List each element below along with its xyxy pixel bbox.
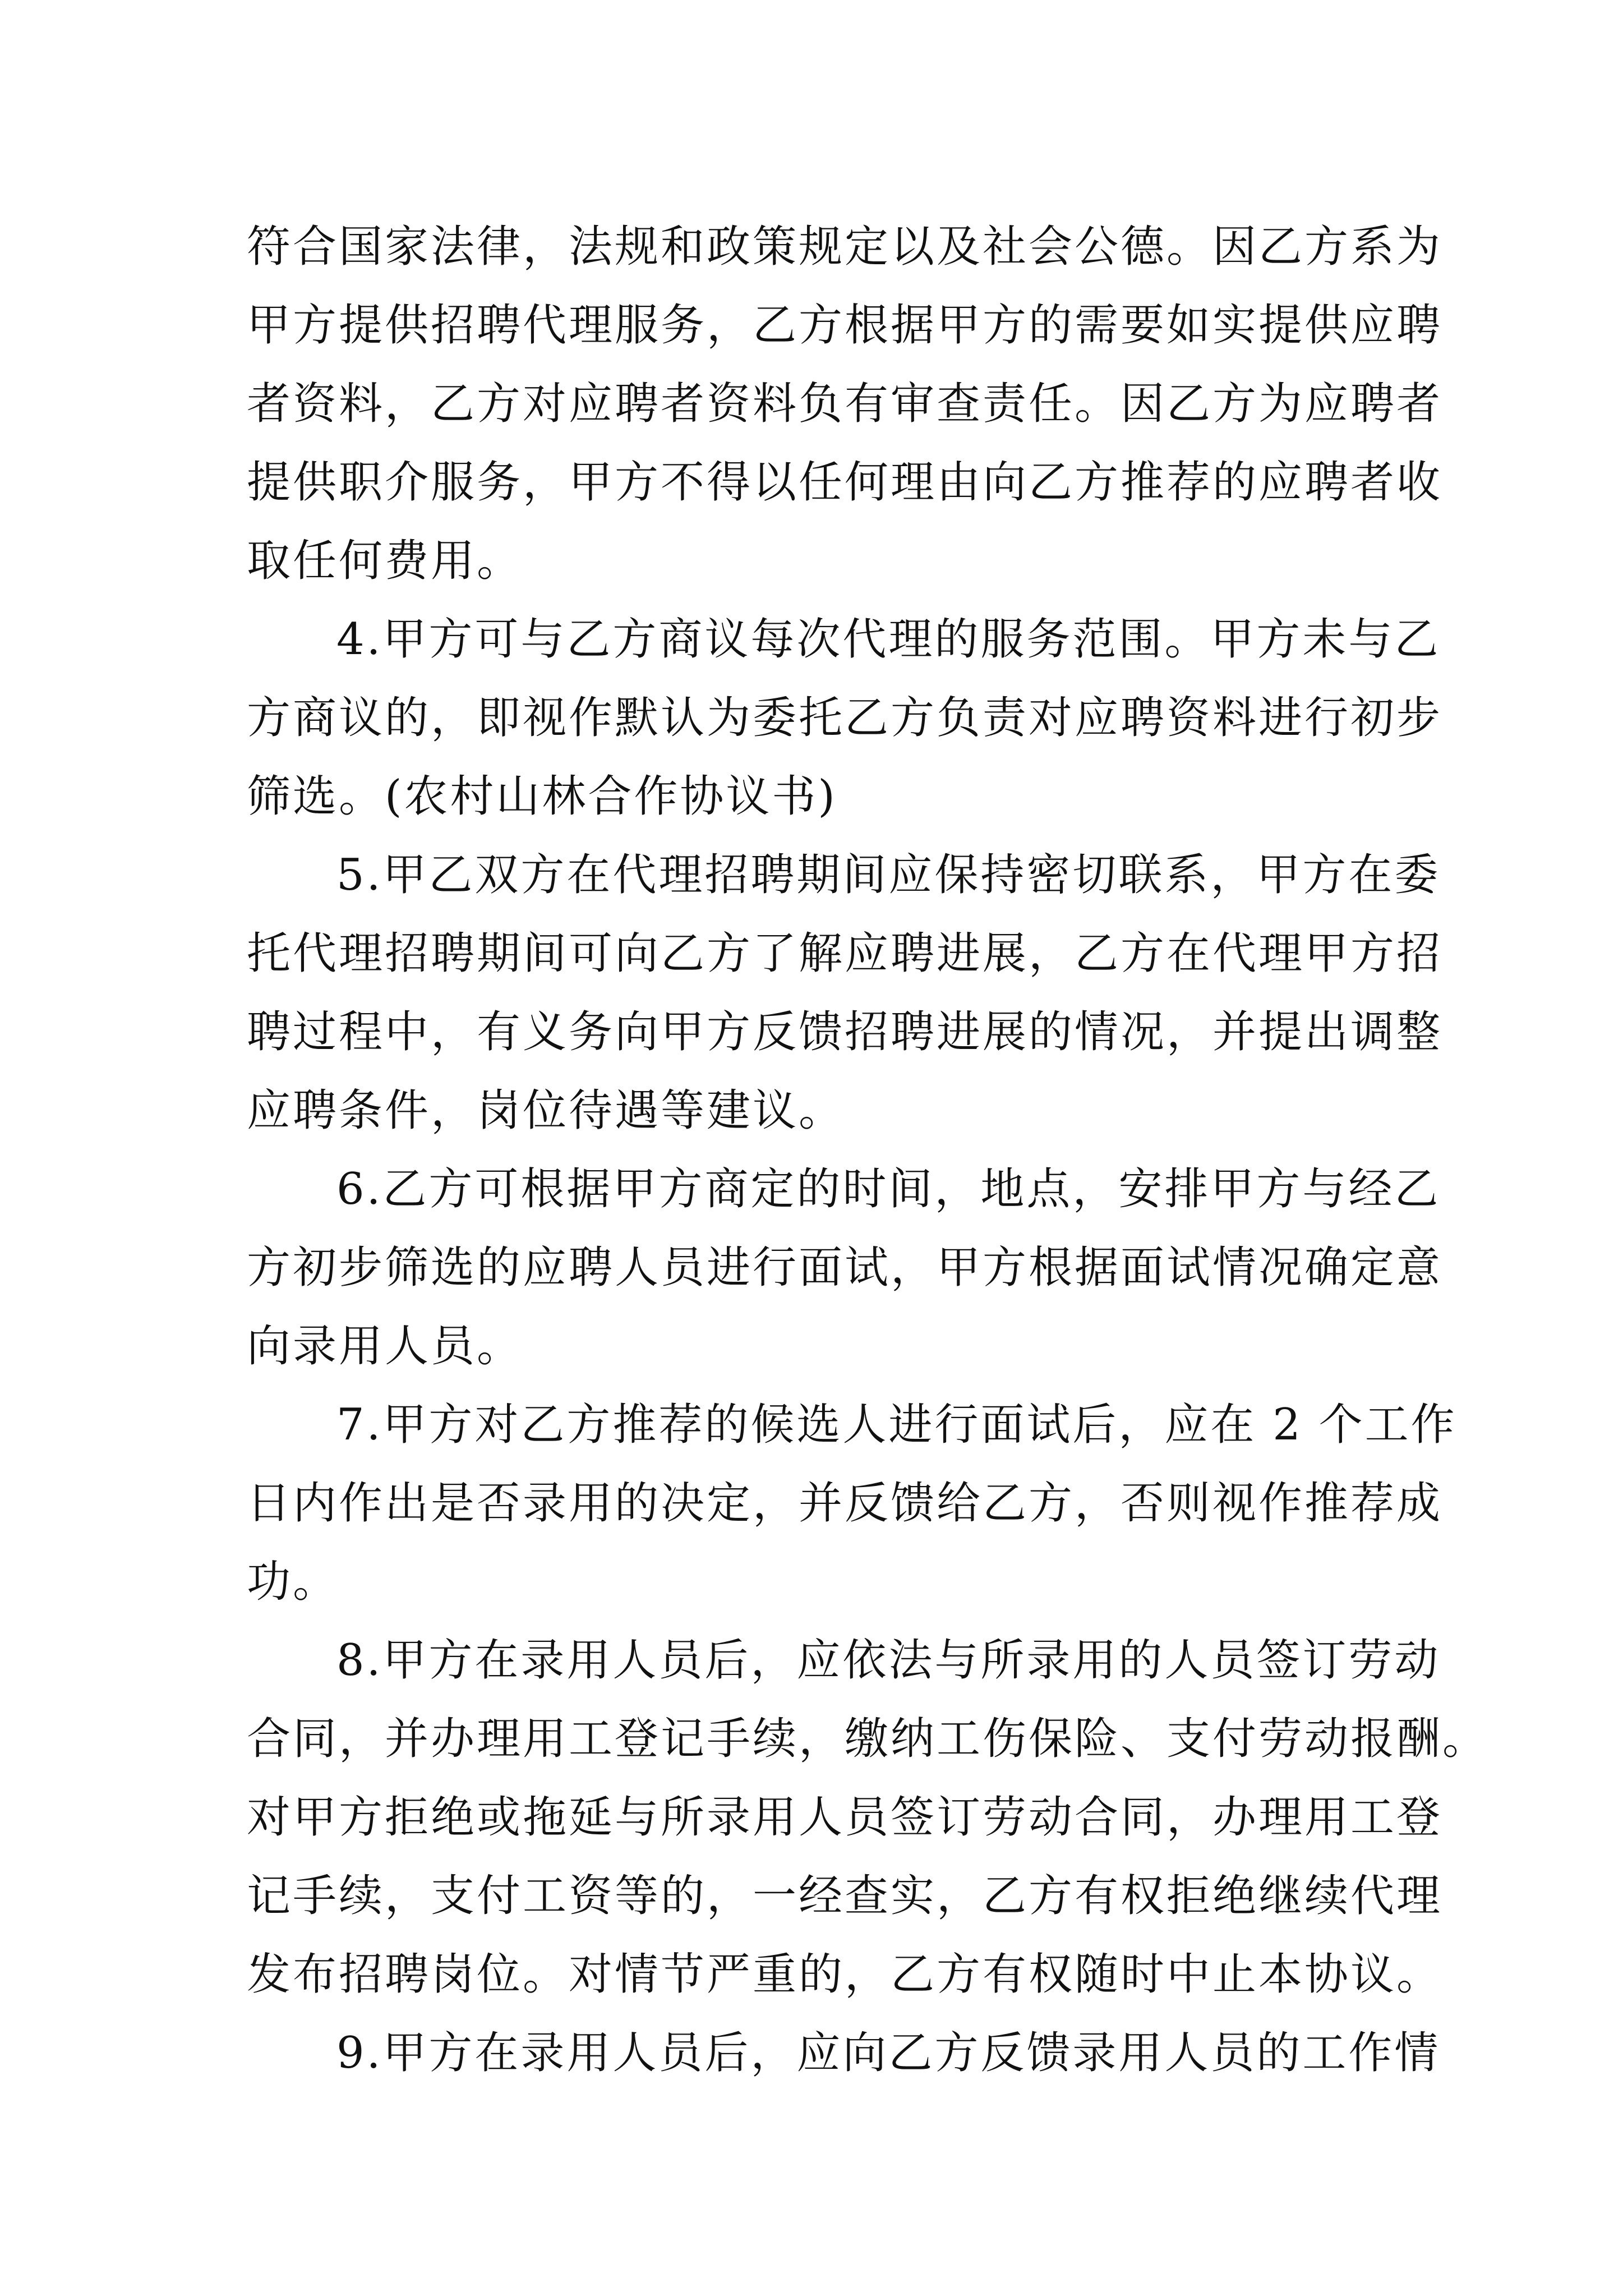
document-body [247, 208, 1489, 2092]
text-line: 托代理招聘期间可向乙方了解应聘进展，乙方在代理甲方招 [247, 928, 1443, 979]
paragraph-7-line: 7.甲方对乙方推荐的候选人进行面试后，应在 2 个工作 [336, 1400, 1457, 1450]
paragraph-9-line: 9.甲方在录用人员后，应向乙方反馈录用人员的工作情 [336, 2028, 1441, 2078]
text-line: 取任何费用。 [247, 536, 523, 586]
paragraph-5-line: 5.甲乙双方在代理招聘期间应保持密切联系，甲方在委 [336, 850, 1441, 900]
text-line: 符合国家法律，法规和政策规定以及社会公德。因乙方系为 [247, 222, 1443, 272]
text-line: 者资料，乙方对应聘者资料负有审查责任。因乙方为应聘者 [247, 379, 1443, 429]
text-line: 发布招聘岗位。对情节严重的，乙方有权随时中止本协议。 [247, 1949, 1443, 2000]
paragraph-8-line: 8.甲方在录用人员后，应依法与所录用的人员签订劳动 [336, 1635, 1441, 1686]
text-line: 方初步筛选的应聘人员进行面试，甲方根据面试情况确定意 [247, 1243, 1443, 1293]
text-line: 应聘条件，岗位待遇等建议。 [247, 1085, 845, 1136]
paragraph-6-line: 6.乙方可根据甲方商定的时间，地点，安排甲方与经乙 [336, 1164, 1441, 1214]
text-line: 筛选。(农村山林合作协议书) [247, 771, 837, 822]
text-line: 方商议的，即视作默认为委托乙方负责对应聘资料进行初步 [247, 693, 1443, 743]
text-line: 甲方提供招聘代理服务，乙方根据甲方的需要如实提供应聘 [247, 300, 1443, 351]
text-line: 合同，并办理用工登记手续，缴纳工伤保险、支付劳动报酬。 [247, 1714, 1489, 1764]
text-line: 功。 [247, 1557, 339, 1607]
text-line: 向录用人员。 [247, 1321, 523, 1372]
text-line: 对甲方拒绝或拖延与所录用人员签订劳动合同，办理用工登 [247, 1792, 1443, 1843]
text-line: 提供职介服务，甲方不得以任何理由向乙方推荐的应聘者收 [247, 457, 1443, 508]
text-line: 记手续，支付工资等的，一经查实，乙方有权拒绝继续代理 [247, 1871, 1443, 1921]
text-line: 聘过程中，有义务向甲方反馈招聘进展的情况，并提出调整 [247, 1007, 1443, 1057]
text-line: 日内作出是否录用的决定，并反馈给乙方，否则视作推荐成 [247, 1478, 1443, 1529]
paragraph-4-line: 4.甲方可与乙方商议每次代理的服务范围。甲方未与乙 [336, 614, 1441, 665]
